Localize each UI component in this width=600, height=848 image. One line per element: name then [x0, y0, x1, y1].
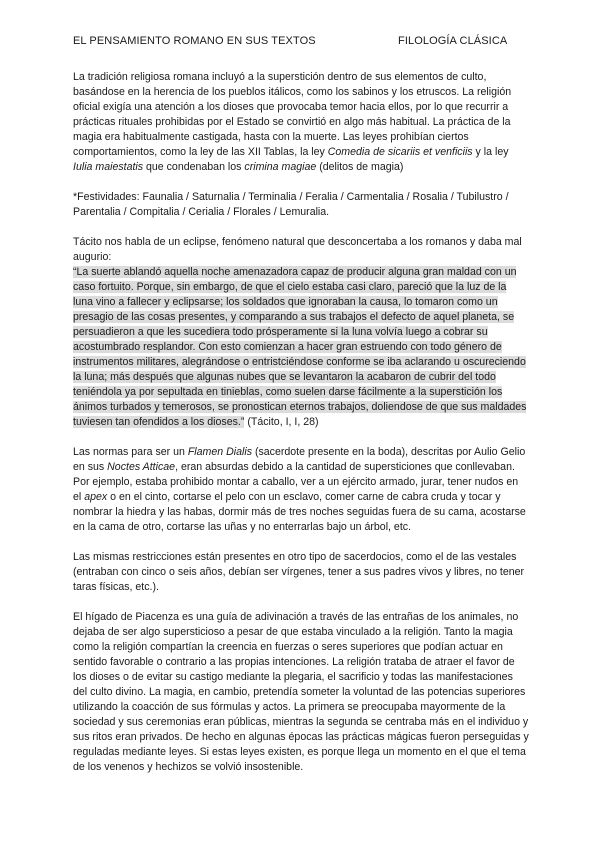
text-run: o en el cinto, cortarse el pelo con un esclavo, comer carne de cabra cruda y tocar y nombrar la hiedra y las habas, dormir más de tres noches seguidas fuera de su cama, acostarse en la cama de otro, cortarse las uñas y no enterrarlas bajo un árbol, etc.: [73, 491, 526, 533]
header-subject: FILOLOGÍA CLÁSICA: [398, 35, 508, 47]
text-run: que condenaban los: [143, 161, 245, 173]
header-course-title: EL PENSAMIENTO ROMANO EN SUS TEXTOS: [73, 35, 316, 47]
quote-citation: (Tácito, I, I, 28): [244, 416, 319, 428]
paragraph-superstition: [73, 70, 529, 175]
paragraph-vestals: Las mismas restricciones están presentes en otro tipo de sacerdocios, como el de las vestales (entraban con cinco o seis años, debían ser vírgenes, tener a sus padres vivos y libres, no tener taras físicas, etc.).: [73, 551, 525, 593]
text-run: y la ley: [472, 146, 509, 158]
paragraph-piacenza-liver: El hígado de Piacenza es una guía de adivinación a través de las entrañas de los animales, no dejaba de ser algo supersticioso a pesar de que estaba vinculado a la religión. Tanto la magia como la religión compartían la creencia en fuerzas o seres superiores que podían actuar en sentido favorable o contrario a las propias intenciones. La religión trataba de atraer el favor de los dioses o de evitar su castigo mediante la plegaria, el sacrificio y todas las manifestaciones del culto divino. La magia, en cambio, pretendía someter la voluntad de las potencias superiores utilizando la coacción de sus fórmulas y actos. La primera se preocupaba mayormente de la sociedad y sus ceremonias eran públicas, mientras la segunda se centraba más en el individuo y sus ritos eran privados. De hecho en algunas épocas las prácticas mágicas fueron perseguidas y reguladas mediante leyes. Si estas leyes existen, es porque llega un momento en el que el tema de los venenos y hechizos se volvió insostenible.: [73, 611, 529, 773]
tacitus-quote: [73, 265, 529, 430]
law-name-italic: Iulia maiestatis: [73, 161, 144, 173]
latin-term-italic: Flamen Dialis: [187, 446, 252, 458]
document-body: [73, 70, 529, 790]
text-run: La tradición religiosa romana incluyó a la superstición dentro de sus elementos de culto, basándose en la herencia de los pueblos itálicos, como los sabinos y los etruscos. La religión oficial exigía una atención a los dioses que provocaba temor hacia ellos, por lo que recurrir a prácticas rituales prohibidas por el Estado se convirtió en algo más habitual. La práctica de la magia era habitualmente castigada, hasta con la muerte. Las leyes prohibían ciertos comportamientos, como la ley de las XII Tablas, la ley: [73, 71, 512, 158]
text-run: (delitos de magia): [316, 161, 404, 173]
text-run: Las normas para ser un: [73, 446, 188, 458]
paragraph-eclipse-intro: Tácito nos habla de un eclipse, fenómeno natural que desconcertaba a los romanos y daba mal augurio:: [73, 236, 522, 263]
latin-term-italic: crimina magiae: [244, 161, 317, 173]
law-name-italic: Comedia de sicariis et venficiis: [327, 146, 473, 158]
latin-term-italic: apex: [84, 491, 108, 503]
paragraph-flamen-dialis: [73, 445, 529, 535]
highlighted-quote: “La suerte ablandó aquella noche amenazadora capaz de producir alguna gran maldad con un caso fortuito. Porque, sin embargo, de que el cielo estaba casi claro, pareció que la luz de la luna vino a fallecer y eclipsarse; los soldados que ignoraban la causa, lo tomaron como un presagio de las cosas presentes, y comparando a sus trabajos el defecto de aquel planeta, se persuadieron a que les sucediera todo prósperamente si la luna volvía luego a cobrar su acostumbrado resplandor. Con esto comienzan a hacer gran estruendo con todo género de instrumentos militares, alegrándose o entristciéndose conforme se iba aclarando u oscureciendo la luna; más después que algunas nubes que se levantaron la acabaron de cubrir del todo teniéndola ya por sepultada en tinieblas, como suelen darse fácilmente a la superstición los ánimos turbados y temerosos, se pronostican eternos trabajos, doliendose de que sus maldades tuviesen tan ofendidos a los dioses.”: [73, 266, 527, 428]
book-title-italic: Noctes Atticae: [107, 461, 176, 473]
paragraph-festivities: *Festividades: Faunalia / Saturnalia / Terminalia / Feralia / Carmentalia / Rosalia / Tubilustro / Parentalia / Compitalia / Cerialia / Florales / Lemuralia.: [73, 191, 509, 218]
text-run: , eran absurdas debido a la cantidad de supersticiones que conllevaban. Por ejemplo, estaba prohibido montar a caballo, ver a un ejército armado, jurar, tener nudos en el: [73, 461, 519, 503]
text-run: (sacerdote presente en la boda), descritas por Aulio Gelio en sus: [73, 446, 526, 473]
